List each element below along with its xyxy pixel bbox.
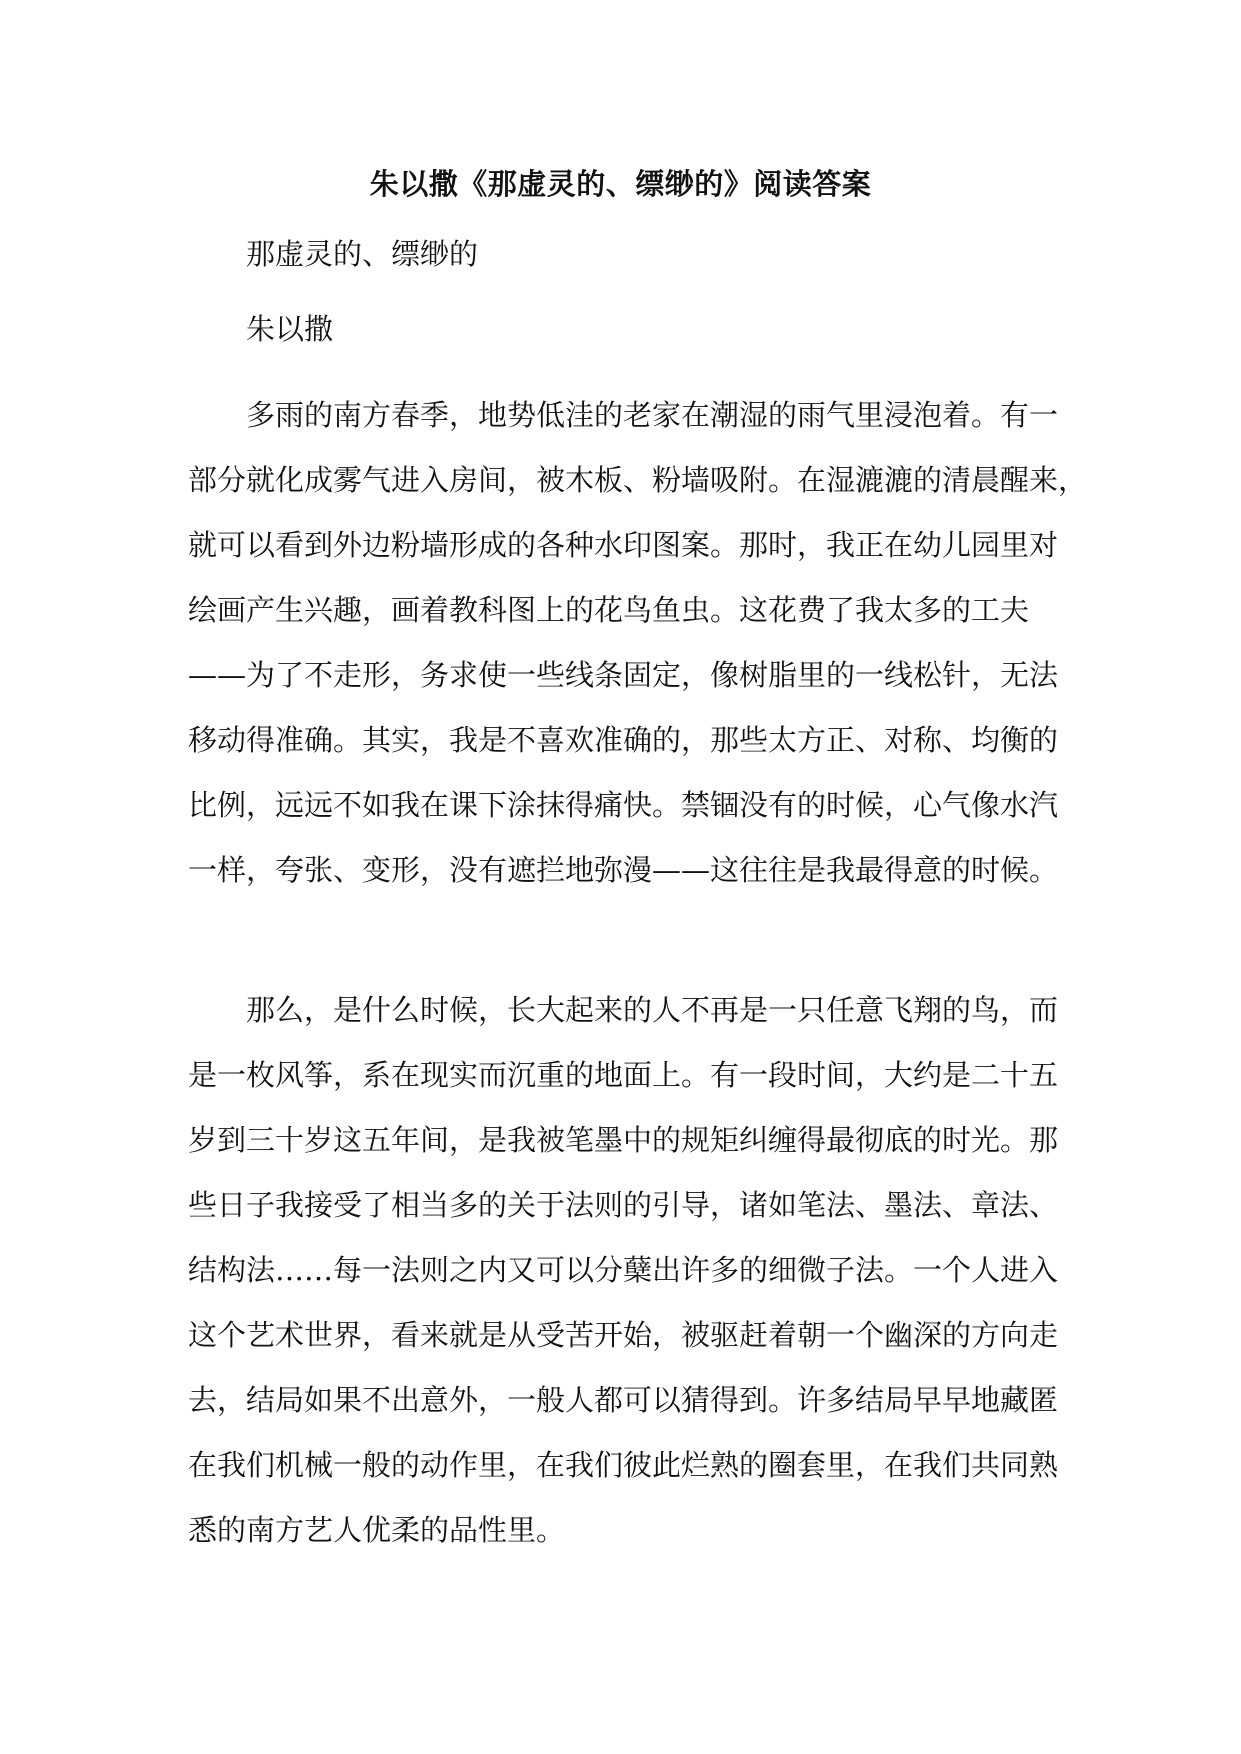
paragraph-line: 是一枚风筝，系在现实而沉重的地面上。有一段时间，大约是二十五 xyxy=(188,1058,1059,1092)
paragraph-line: ——为了不走形，务求使一些线条固定，像树脂里的一线松针，无法 xyxy=(188,658,1059,692)
paragraph-1 xyxy=(188,383,1088,903)
paragraph-line: 这个艺术世界，看来就是从受苦开始，被驱赶着朝一个幽深的方向走 xyxy=(188,1318,1059,1352)
paragraph-line: 些日子我接受了相当多的关于法则的引导，诸如笔法、墨法、章法、 xyxy=(188,1188,1059,1222)
paragraph-line: 部分就化成雾气进入房间，被木板、粉墙吸附。在湿漉漉的清晨醒来， xyxy=(188,463,1088,497)
paragraph-line: 去，结局如果不出意外，一般人都可以猜得到。许多结局早早地藏匿 xyxy=(188,1383,1059,1417)
paragraph-line: 比例，远远不如我在课下涂抹得痛快。禁锢没有的时候，心气像水汽 xyxy=(188,788,1059,822)
article-author-text: 朱以撒 xyxy=(246,312,334,346)
paragraph-line: 悉的南方艺人优柔的品性里。 xyxy=(188,1513,566,1547)
paragraph-2 xyxy=(188,978,1068,1563)
article-subtitle-text: 那虚灵的、缥缈的 xyxy=(246,237,479,271)
article-subtitle xyxy=(188,222,1068,287)
paragraph-line: 移动得准确。其实，我是不喜欢准确的，那些太方正、对称、均衡的 xyxy=(188,723,1059,757)
paragraph-line: 就可以看到外边粉墙形成的各种水印图案。那时，我正在幼儿园里对 xyxy=(188,528,1059,562)
paragraph-line: 在我们机械一般的动作里，在我们彼此烂熟的圈套里，在我们共同熟 xyxy=(188,1448,1059,1482)
paragraph-line: 岁到三十岁这五年间，是我被笔墨中的规矩纠缠得最彻底的时光。那 xyxy=(188,1123,1059,1157)
paragraph-line: 一样，夸张、变形，没有遮拦地弥漫——这往往是我最得意的时候。 xyxy=(188,853,1059,887)
article-author xyxy=(188,297,1068,362)
paragraph-line: 多雨的南方春季，地势低洼的老家在潮湿的雨气里浸泡着。有一 xyxy=(246,398,1059,432)
document-title: 朱以撒《那虚灵的、缥缈的》阅读答案 xyxy=(369,167,872,201)
paragraph-line: 结构法……每一法则之内又可以分蘖出许多的细微子法。一个人进入 xyxy=(188,1253,1059,1287)
paragraph-line: 绘画产生兴趣，画着教科图上的花鸟鱼虫。这花费了我太多的工夫 xyxy=(188,593,1030,627)
paragraph-line: 那么，是什么时候，长大起来的人不再是一只任意飞翔的鸟，而 xyxy=(246,993,1059,1027)
